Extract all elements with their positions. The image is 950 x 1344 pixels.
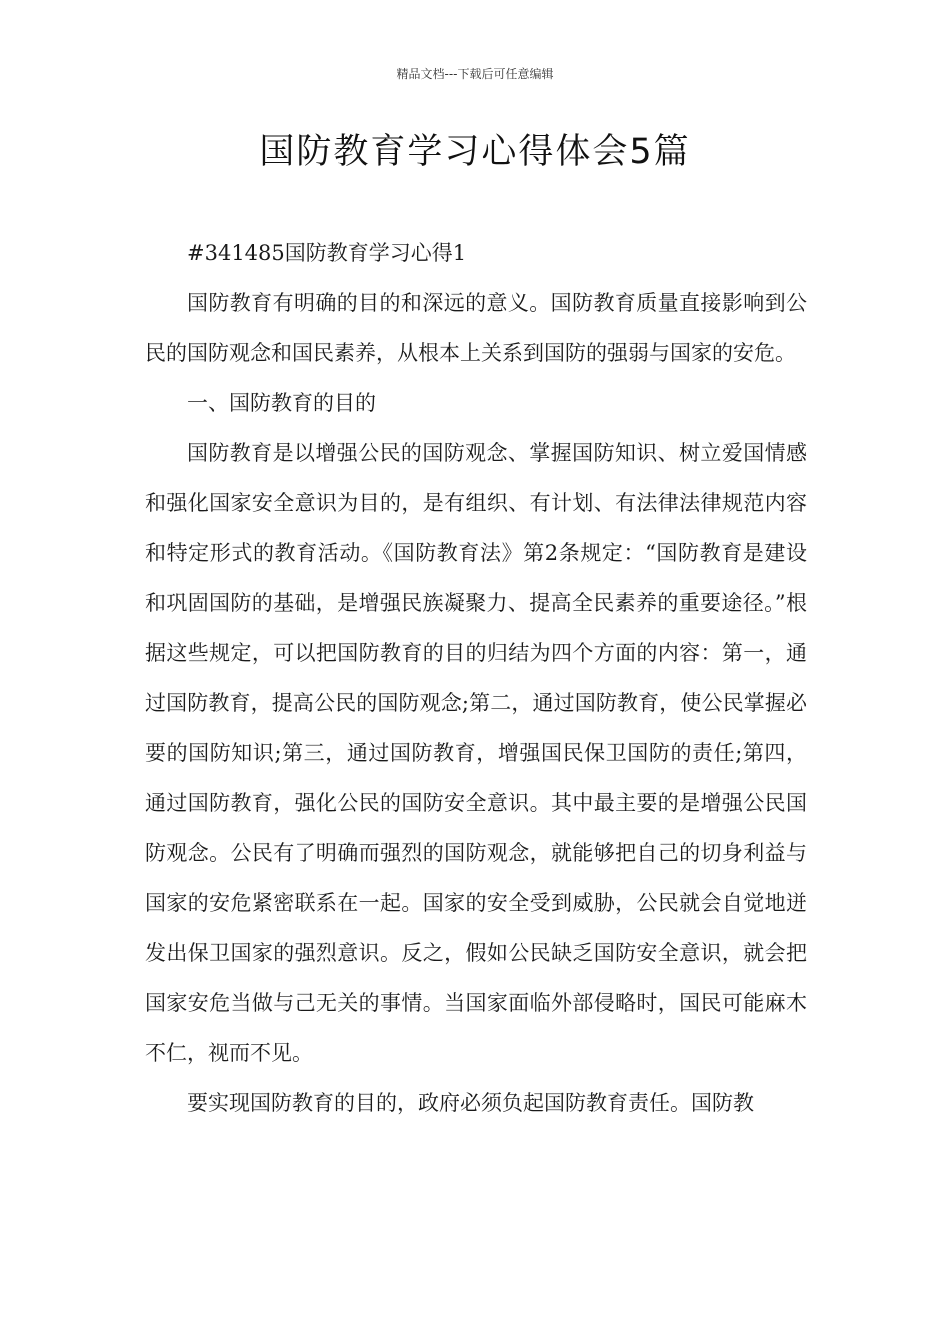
page-header: 精品文档---下载后可任意编辑 <box>396 67 554 81</box>
document-body <box>145 228 807 1128</box>
body-paragraph: 国防教育是以增强公民的国防观念、掌握国防知识、树立爱国情感和强化国家安全意识为目的，是有组织、有计划、有法律法律规范内容和特定形式的教育活动。《国防教育法》第2条规定：“国防教育是建设和巩固国防的基础，是增强民族凝聚力、提高全民素养的重要途径。”根据这些规定，可以把国防教育的目的归结为四个方面的内容：第一，通过国防教育，提高公民的国防观念;第二，通过国防教育，使公民掌握必要的国防知识;第三，通过国防教育，增强国民保卫国防的责任;第四，通过国防教育，强化公民的国防安全意识。其中最主要的是增强公民国防观念。公民有了明确而强烈的国防观念，就能够把自己的切身利益与国家的安危紧密联系在一起。国家的安全受到威胁，公民就会自觉地迸发出保卫国家的强烈意识。反之，假如公民缺乏国防安全意识，就会把国家安危当做与己无关的事情。当国家面临外部侵略时，国民可能麻木不仁，视而不见。 <box>145 441 807 1065</box>
body-paragraph: 国防教育有明确的目的和深远的意义。国防教育质量直接影响到公民的国防观念和国民素养，从根本上关系到国防的强弱与国家的安危。 <box>145 291 807 365</box>
document-title: 国防教育学习心得体会5篇 <box>259 132 691 172</box>
body-paragraph: 要实现国防教育的目的，政府必须负起国防教育责任。国防教 <box>187 1091 754 1115</box>
section-heading: #341485国防教育学习心得1 <box>187 241 467 265</box>
sub-heading: 一、国防教育的目的 <box>187 391 376 415</box>
